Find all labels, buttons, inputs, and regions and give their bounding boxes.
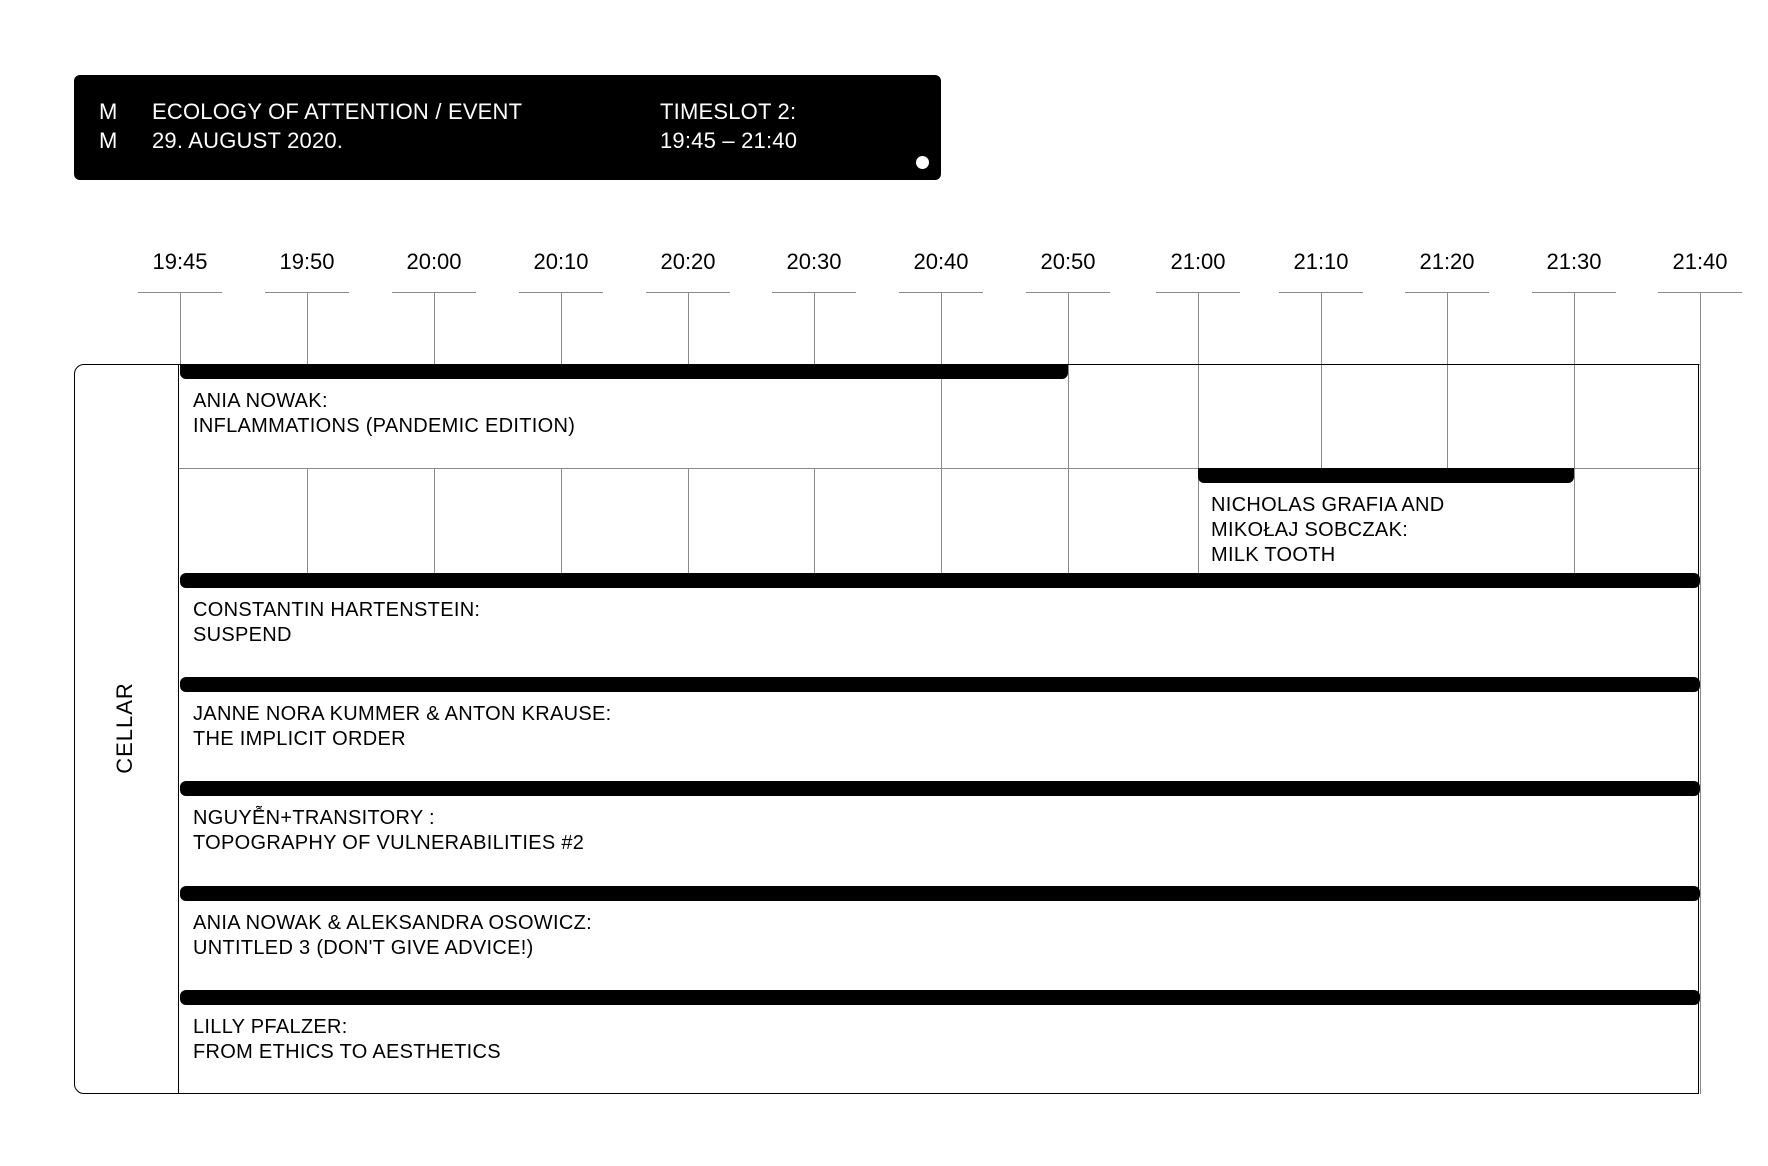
logo-mark: M <box>99 99 118 124</box>
time-tick-line <box>307 292 308 364</box>
event-duration-bar <box>180 990 1700 1005</box>
time-tick-label: 21:20 <box>1419 249 1475 274</box>
event-title: UNTITLED 3 (DON'T GIVE ADVICE!) <box>193 936 534 959</box>
time-tick-label: 20:50 <box>1040 249 1096 274</box>
event-artist: LILLY PFALZER: <box>193 1015 348 1038</box>
time-tick-line <box>1068 292 1069 364</box>
event-item[interactable] <box>193 1015 501 1065</box>
event-artist: ANIA NOWAK: <box>193 390 328 412</box>
time-tick-line <box>180 292 181 364</box>
dot-icon <box>916 156 929 169</box>
time-tick-label: 21:40 <box>1672 249 1728 274</box>
time-tick-label: 20:40 <box>913 249 969 274</box>
event-title: FROM ETHICS TO AESTHETICS <box>193 1040 501 1063</box>
time-tick-line <box>688 292 689 364</box>
event-title: MILK TOOTH <box>1211 544 1336 567</box>
event-item[interactable] <box>193 389 575 439</box>
time-tick-line <box>941 292 942 364</box>
event-duration-bar <box>180 886 1700 901</box>
event-artist: ANIA NOWAK & ALEKSANDRA OSOWICZ: <box>193 911 592 934</box>
event-title: SUSPEND <box>193 623 292 646</box>
event-duration-bar <box>180 677 1700 692</box>
event-item[interactable] <box>193 598 480 648</box>
time-tick-label: 21:00 <box>1170 249 1226 274</box>
time-tick-line <box>814 292 815 364</box>
event-date: 29. AUGUST 2020. <box>152 128 344 153</box>
event-item[interactable] <box>193 911 592 961</box>
event-artist: NGUYỄN+TRANSITORY : <box>193 807 435 830</box>
time-tick-line <box>1574 292 1575 364</box>
event-title: ECOLOGY OF ATTENTION / EVENT <box>152 99 523 124</box>
event-artist: CONSTANTIN HARTENSTEIN: <box>193 598 481 621</box>
timeslot-range: 19:45 – 21:40 <box>660 128 798 153</box>
event-title: MIKOŁAJ SOBCZAK: <box>1211 519 1409 542</box>
event-artist: NICHOLAS GRAFIA AND <box>1211 494 1445 517</box>
logo-mark: M <box>99 128 118 153</box>
event-duration-bar <box>1198 468 1574 483</box>
time-tick-label: 21:10 <box>1293 249 1349 274</box>
time-tick-label: 20:10 <box>533 249 589 274</box>
time-tick-line <box>1700 292 1701 364</box>
event-artist: JANNE NORA KUMMER & ANTON KRAUSE: <box>193 702 612 725</box>
event-header <box>74 75 941 180</box>
time-tick-line <box>434 292 435 364</box>
event-title: TOPOGRAPHY OF VULNERABILITIES #2 <box>193 832 585 855</box>
event-item[interactable] <box>193 806 584 856</box>
time-tick-label: 19:50 <box>279 249 335 274</box>
event-item[interactable] <box>1211 493 1445 568</box>
room-label: CELLAR <box>112 682 137 774</box>
time-tick-label: 19:45 <box>152 249 208 274</box>
event-duration-bar <box>180 781 1700 796</box>
event-title: THE IMPLICIT ORDER <box>193 727 406 750</box>
event-duration-bar <box>180 364 1068 379</box>
time-tick-line <box>1198 292 1199 364</box>
room-divider <box>178 364 179 1094</box>
time-tick-line <box>561 292 562 364</box>
time-tick-label: 21:30 <box>1546 249 1602 274</box>
time-tick-line <box>1447 292 1448 364</box>
grid-line <box>1700 364 1701 1094</box>
time-tick-label: 20:20 <box>660 249 716 274</box>
event-title: INFLAMMATIONS (PANDEMIC EDITION) <box>193 415 576 437</box>
time-tick-line <box>1321 292 1322 364</box>
time-tick-label: 20:30 <box>786 249 842 274</box>
time-tick-label: 20:00 <box>406 249 462 274</box>
timeslot-label: TIMESLOT 2: <box>660 99 797 124</box>
event-duration-bar <box>180 573 1700 588</box>
event-item[interactable] <box>193 702 612 752</box>
